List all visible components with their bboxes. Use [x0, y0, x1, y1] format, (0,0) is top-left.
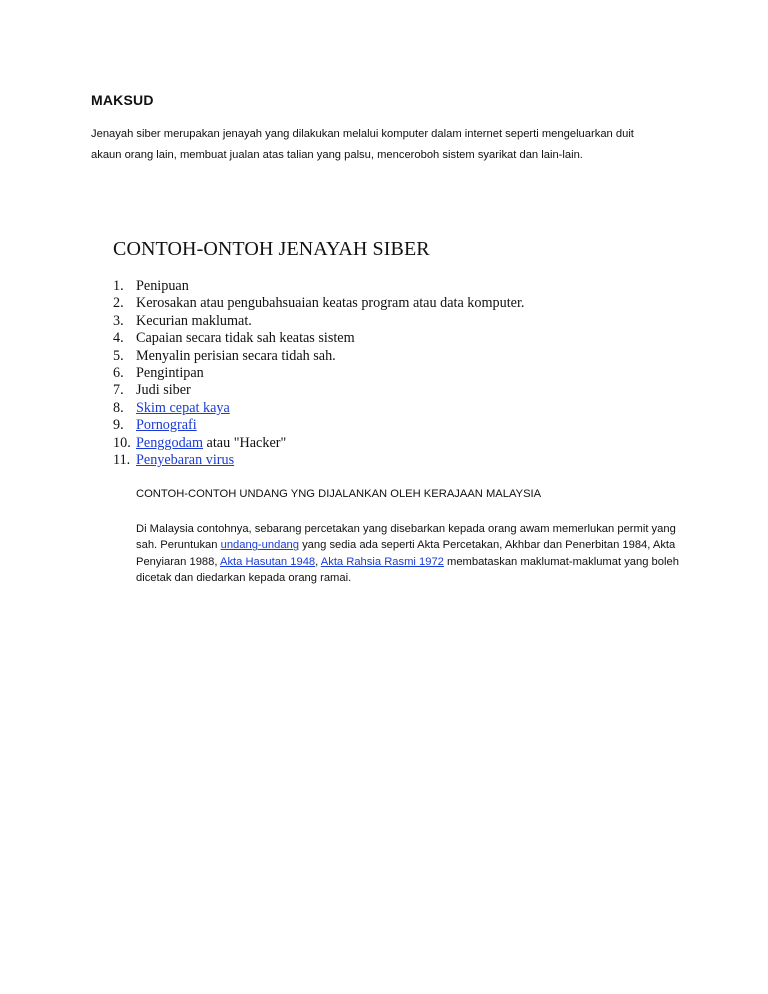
undang-text-4: membataskan maklumat-maklumat yang boleh dicetak dan diedarkan kepada orang ramai. [136, 555, 679, 584]
list-item-text: Judi siber [136, 382, 191, 399]
list-number: 10. [113, 434, 131, 451]
list-number: 1. [113, 278, 124, 294]
undang-paragraph [136, 521, 696, 586]
list-number: 6. [113, 365, 124, 382]
jenayah-list [113, 278, 524, 469]
list-item [113, 400, 524, 417]
undang-text-2: yang sedia ada seperti Akta Percetakan, Akhbar dan Penerbitan 1984, Akta Penyiaran 1988, [136, 539, 676, 568]
list-item [113, 348, 524, 365]
list-item [113, 295, 524, 312]
maksud-heading: MAKSUD [91, 92, 154, 108]
undang-text-1: Di Malaysia contohnya, sebarang percetakan yang disebarkan kepada orang awam memerlukan permit yang sah. Peruntukan [136, 523, 676, 552]
list-number: 2. [113, 295, 124, 312]
list-item [113, 365, 524, 382]
list-item [113, 313, 524, 330]
list-number: 9. [113, 417, 124, 434]
list-item-text: Capaian secara tidak sah keatas sistem [136, 330, 355, 347]
undang-text-3: , [315, 555, 321, 568]
list-item [113, 278, 524, 295]
list-item-text: Pengintipan [136, 365, 204, 382]
penyebaran-virus-link[interactable]: Penyebaran virus [136, 452, 235, 469]
list-item [113, 452, 524, 469]
maksud-paragraph: Jenayah siber merupakan jenayah yang dilakukan melalui komputer dalam internet seperti mengeluarkan duit akaun orang lain, membuat jualan atas talian yang palsu, menceroboh sistem syarikat dan lain-lain. [91, 128, 634, 161]
skim-cepat-kaya-link[interactable]: Skim cepat kaya [136, 399, 230, 416]
list-number: 5. [113, 347, 124, 364]
list-item-suffix: atau "Hacker" [203, 434, 287, 451]
list-item-text: Penipuan [136, 278, 189, 294]
list-number: 7. [113, 382, 124, 399]
pornografi-link[interactable]: Pornografi [136, 417, 197, 434]
list-item-text: Kerosakan atau pengubahsuaian keatas program atau data komputer. [136, 295, 525, 312]
list-item-text: Kecurian maklumat. [136, 312, 252, 329]
akta-hasutan-link[interactable]: Akta Hasutan 1948 [219, 555, 316, 568]
list-item [113, 382, 524, 399]
list-item-text: Menyalin perisian secara tidah sah. [136, 347, 336, 364]
undang-heading: CONTOH-CONTOH UNDANG YNG DIJALANKAN OLEH KERAJAAN MALAYSIA [136, 488, 542, 500]
undang-undang-link[interactable]: undang-undang [220, 539, 299, 552]
list-number: 11. [113, 452, 131, 469]
list-item [113, 417, 524, 434]
akta-rahsia-rasmi-link[interactable]: Akta Rahsia Rasmi 1972 [320, 555, 444, 568]
list-number: 3. [113, 312, 124, 329]
contoh-heading: CONTOH-ONTOH JENAYAH SIBER [113, 238, 430, 260]
list-number: 4. [113, 330, 124, 347]
penggodam-link[interactable]: Penggodam [136, 434, 203, 451]
list-number: 8. [113, 399, 124, 416]
list-item [113, 435, 524, 452]
list-item [113, 330, 524, 347]
